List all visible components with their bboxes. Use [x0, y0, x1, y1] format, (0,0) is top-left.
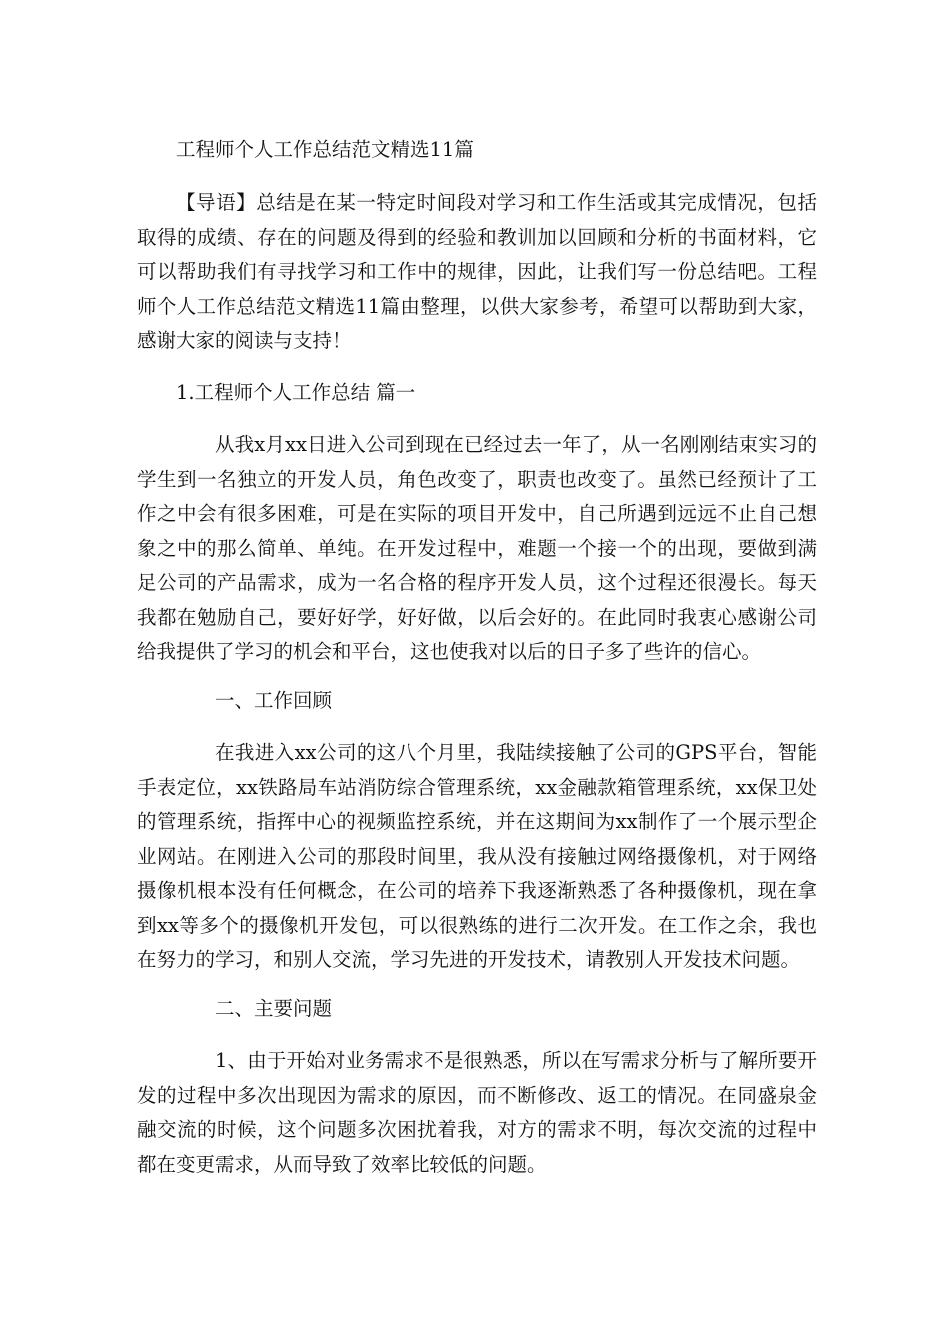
body-paragraph-2: 在我进入xx公司的这八个月里，我陆续接触了公司的GPS平台，智能手表定位，xx铁路局车站消防综合管理系统，xx金融款箱管理系统，xx保卫处的管理系统，指挥中心的视频监控系统，并在这期间为xx制作了一个展示型企业网站。在刚进入公司的那段时间里，我从没有接触过网络摄像机，对于网络摄像机根本没有任何概念，在公司的培养下我逐渐熟悉了各种摄像机，现在拿到xx等多个的摄像机开发包，可以很熟练的进行二次开发。在工作之余，我也在努力的学习，和别人交流，学习先进的开发技术，请教别人开发技术问题。 — [137, 741, 817, 971]
intro-paragraph: 【导语】总结是在某一特定时间段对学习和工作生活或其完成情况，包括取得的成绩、存在的问题及得到的经验和教训加以回顾和分析的书面材料，它可以帮助我们有寻找学习和工作中的规律，因此，让我们写一份总结吧。工程师个人工作总结范文精选11篇由整理，以供大家参考，希望可以帮助到大家，感谢大家的阅读与支持！ — [137, 191, 817, 352]
body-paragraph-1: 从我x月xx日进入公司到现在已经过去一年了，从一名刚刚结束实习的学生到一名独立的开发人员，角色改变了，职责也改变了。虽然已经预计了工作之中会有很多困难，可是在实际的项目开发中，自己所遇到远远不止自己想象之中的那么简单、单纯。在开发过程中，难题一个接一个的出现，要做到满足公司的产品需求，成为一名合格的程序开发人员，这个过程还很漫长。每天我都在勉励自己，要好好学，好好做，以后会好的。在此同时我衷心感谢公司给我提供了学习的机会和平台，这也使我对以后的日子多了些许的信心。 — [137, 433, 817, 663]
document-title: 工程师个人工作总结范文精选11篇 — [176, 138, 474, 161]
subheading-main-problems: 二、主要问题 — [215, 997, 333, 1020]
subheading-work-review: 一、工作回顾 — [215, 689, 333, 712]
section-heading: 1.工程师个人工作总结 篇一 — [176, 381, 416, 404]
body-paragraph-3: 1、由于开始对业务需求不是很熟悉，所以在写需求分析与了解所要开发的过程中多次出现因为需求的原因，而不断修改、返工的情况。在同盛泉金融交流的时候，这个问题多次困扰着我，对方的需求不明，每次交流的过程中都在变更需求，从而导致了效率比较低的问题。 — [137, 1049, 817, 1176]
